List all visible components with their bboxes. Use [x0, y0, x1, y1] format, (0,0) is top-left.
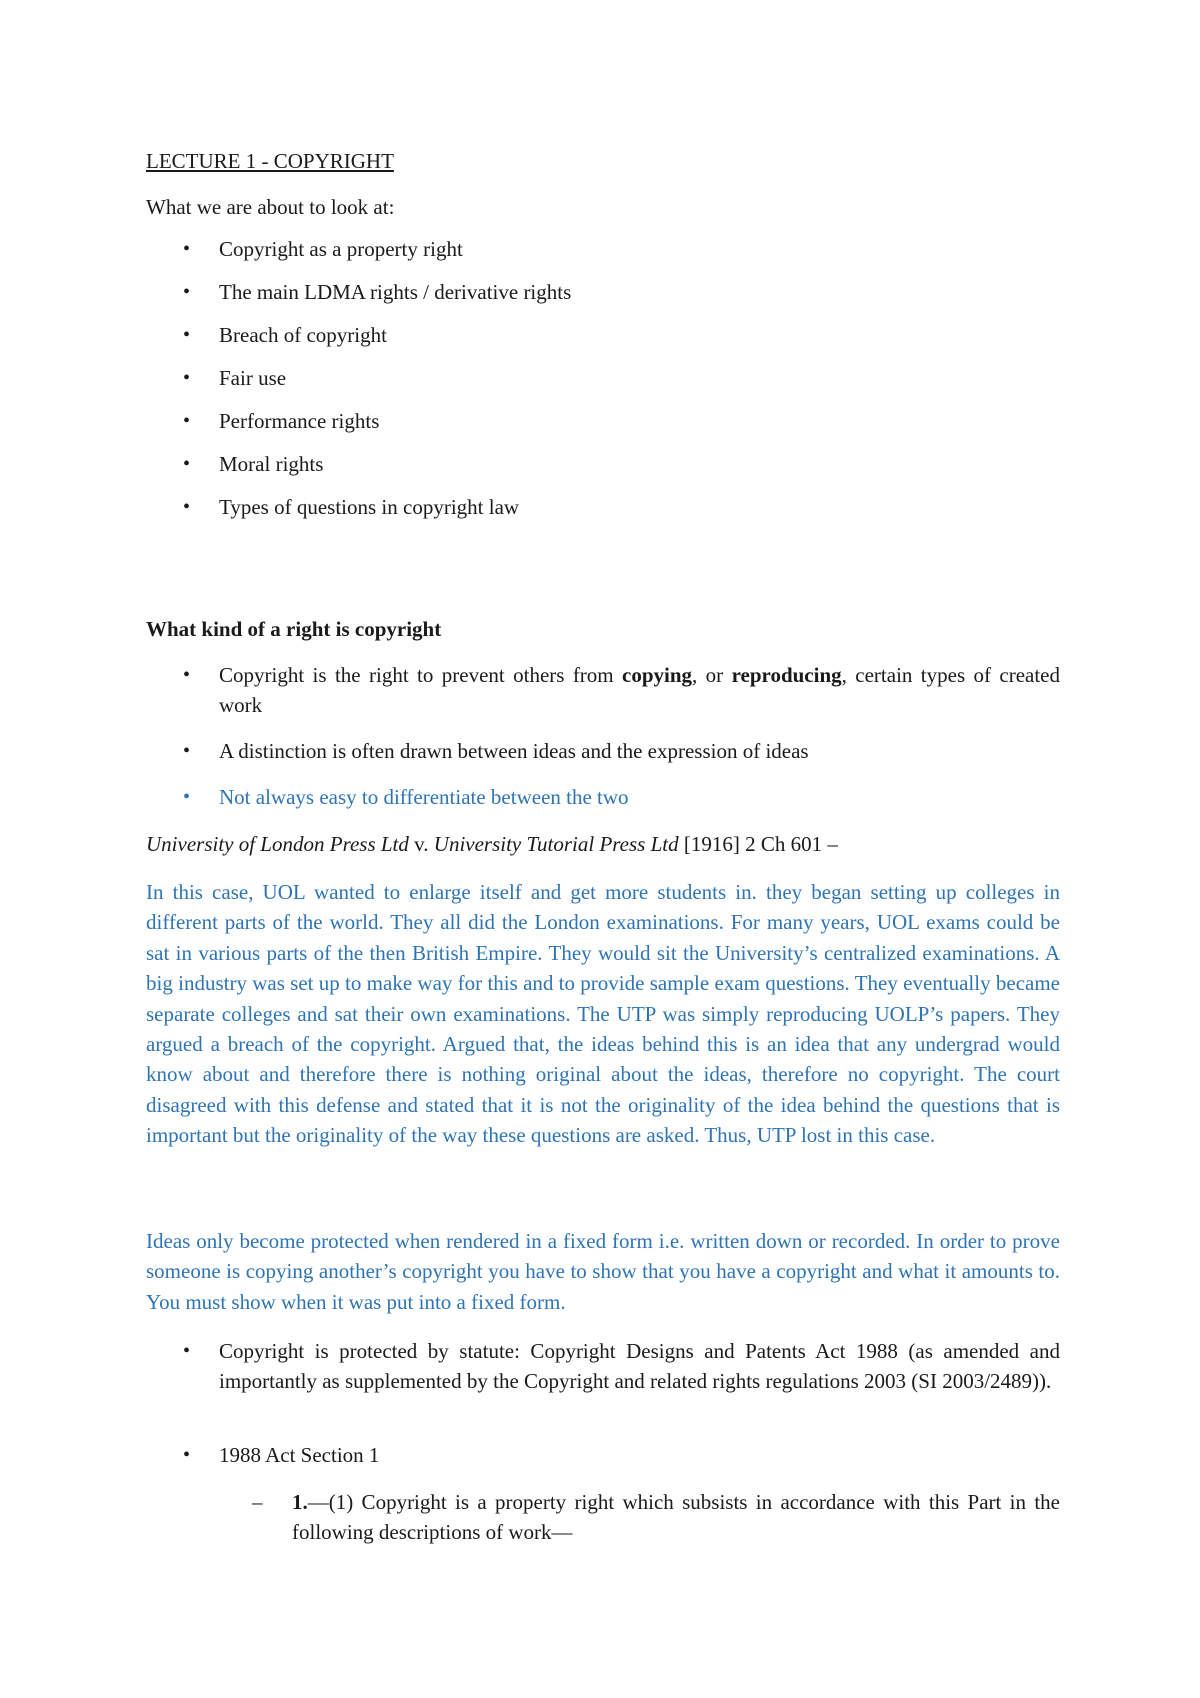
- bullet-icon: •: [183, 740, 191, 762]
- party-name: University of London Press Ltd: [146, 832, 409, 856]
- case-summary-paragraph: In this case, UOL wanted to enlarge itself and get more students in. they began setting up colleges in different parts of the world. They all did the London examinations. For many years, UOL exams could be sat in various parts of the then British Empire. They would sit the University’s centralized examinations. A big industry was set up to make way for this and to provide sample exam questions. They eventually became separate colleges and sat their own examinations. The UTP was simply reproducing UOLP’s papers. They argued a breach of the copyright. Argued that, the ideas behind this is an idea that any undergrad would know about and therefore there is nothing original about the ideas, therefore no copyright. The court disagreed with this defense and stated that it is not the originality of the idea behind the questions that is important but the originality of the way these questions are asked. Thus, UTP lost in this case.: [146, 880, 1060, 1148]
- bullet-icon: •: [183, 786, 191, 808]
- bullet-icon: •: [183, 453, 191, 475]
- bullet-text: 1988 Act Section 1: [219, 1443, 380, 1467]
- bullet-text: Copyright is protected by statute: Copyright Designs and Patents Act 1988 (as amended and importantly as supplemented by the Copyright and related rights regulations 2003 (SI 2003/2489)).: [219, 1339, 1060, 1393]
- versus: v.: [408, 832, 434, 856]
- topic-text: Types of questions in copyright law: [219, 495, 520, 519]
- bullet-icon: •: [183, 367, 191, 389]
- bullet-icon: •: [183, 324, 191, 346]
- party-name: University Tutorial Press Ltd: [433, 832, 679, 856]
- topic-text: Moral rights: [219, 452, 324, 476]
- bullet-icon: •: [183, 1444, 191, 1466]
- subitem-text: [292, 1487, 1060, 1547]
- bullet-text: A distinction is often drawn between ideas and the expression of ideas: [219, 739, 809, 763]
- text-run: , certain types of created work: [219, 663, 1060, 717]
- case-citation: [146, 829, 1060, 859]
- bold-term: reproducing: [731, 663, 842, 687]
- bullet-icon: •: [183, 664, 191, 686]
- fixed-form-paragraph: Ideas only become protected when rendered in a fixed form i.e. written down or recorded. In order to prove someone is copying another’s copyright you have to show that you have a copyright and what it amounts to. You must show when it was put into a fixed form.: [146, 1229, 1060, 1314]
- bullet-text: [219, 660, 1060, 720]
- text-run: Copyright is the right to prevent others from: [219, 663, 623, 687]
- section-number: 1.: [292, 1490, 308, 1514]
- section-heading: What kind of a right is copyright: [146, 617, 442, 641]
- topic-text: Fair use: [219, 366, 287, 390]
- bullet-icon: •: [183, 410, 191, 432]
- citation: [1916] 2 Ch 601 –: [678, 832, 838, 856]
- lecture-title: LECTURE 1 - COPYRIGHT: [146, 149, 394, 173]
- section-text: —(1) Copyright is a property right which subsists in accordance with this Part in the following descriptions of work—: [292, 1490, 1060, 1544]
- topic-text: Copyright as a property right: [219, 237, 463, 261]
- bold-term: copying: [622, 663, 693, 687]
- topic-text: Breach of copyright: [219, 323, 387, 347]
- bullet-text: Not always easy to differentiate between the two: [219, 785, 629, 809]
- bullet-icon: •: [183, 496, 191, 518]
- bullet-icon: •: [183, 281, 191, 303]
- text-run: , or: [692, 663, 732, 687]
- bullet-icon: •: [183, 238, 191, 260]
- topic-text: The main LDMA rights / derivative rights: [219, 280, 572, 304]
- topic-text: Performance rights: [219, 409, 380, 433]
- intro-text: What we are about to look at:: [146, 195, 395, 219]
- dash-marker: –: [252, 1490, 263, 1514]
- bullet-icon: •: [183, 1340, 191, 1362]
